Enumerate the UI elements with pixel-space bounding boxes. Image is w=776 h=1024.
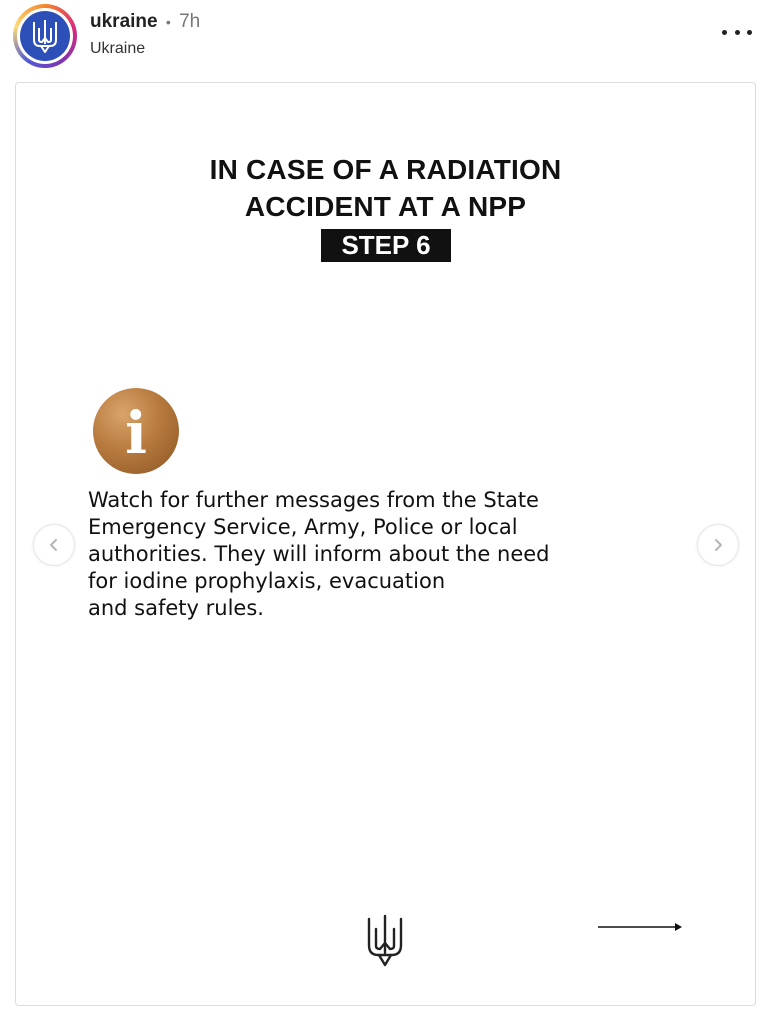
body-line-1: Watch for further messages from the State bbox=[88, 488, 539, 512]
body-line-3: authorities. They will inform about the need bbox=[88, 542, 550, 566]
step-badge: STEP 6 bbox=[321, 229, 451, 262]
chevron-right-icon bbox=[711, 538, 725, 552]
post-body-text bbox=[88, 487, 698, 622]
info-icon bbox=[93, 388, 179, 474]
trident-icon bbox=[365, 913, 405, 969]
post-header bbox=[0, 0, 776, 80]
body-line-2: Emergency Service, Army, Police or local bbox=[88, 515, 518, 539]
info-glyph: i bbox=[124, 399, 148, 467]
arrow-right-icon bbox=[598, 919, 684, 935]
location-link[interactable]: Ukraine bbox=[90, 40, 146, 57]
ellipsis-icon bbox=[722, 30, 727, 35]
post-title bbox=[16, 151, 755, 225]
avatar[interactable] bbox=[13, 4, 77, 68]
trident-avatar-icon bbox=[20, 11, 70, 61]
title-line-2: ACCIDENT AT A NPP bbox=[244, 191, 527, 222]
body-line-4: for iodine prophylaxis, evacuation bbox=[88, 569, 446, 593]
post-media[interactable] bbox=[15, 82, 756, 1006]
title-line-1: IN CASE OF A RADIATION bbox=[209, 154, 562, 185]
next-slide-button[interactable] bbox=[697, 524, 739, 566]
more-options-button[interactable] bbox=[722, 22, 752, 42]
post-time[interactable]: 7h bbox=[179, 11, 201, 32]
body-line-5: and safety rules. bbox=[88, 596, 264, 620]
previous-slide-button[interactable] bbox=[33, 524, 75, 566]
separator-dot: • bbox=[165, 14, 171, 30]
username-link[interactable]: ukraine bbox=[90, 11, 158, 32]
chevron-left-icon bbox=[47, 538, 61, 552]
